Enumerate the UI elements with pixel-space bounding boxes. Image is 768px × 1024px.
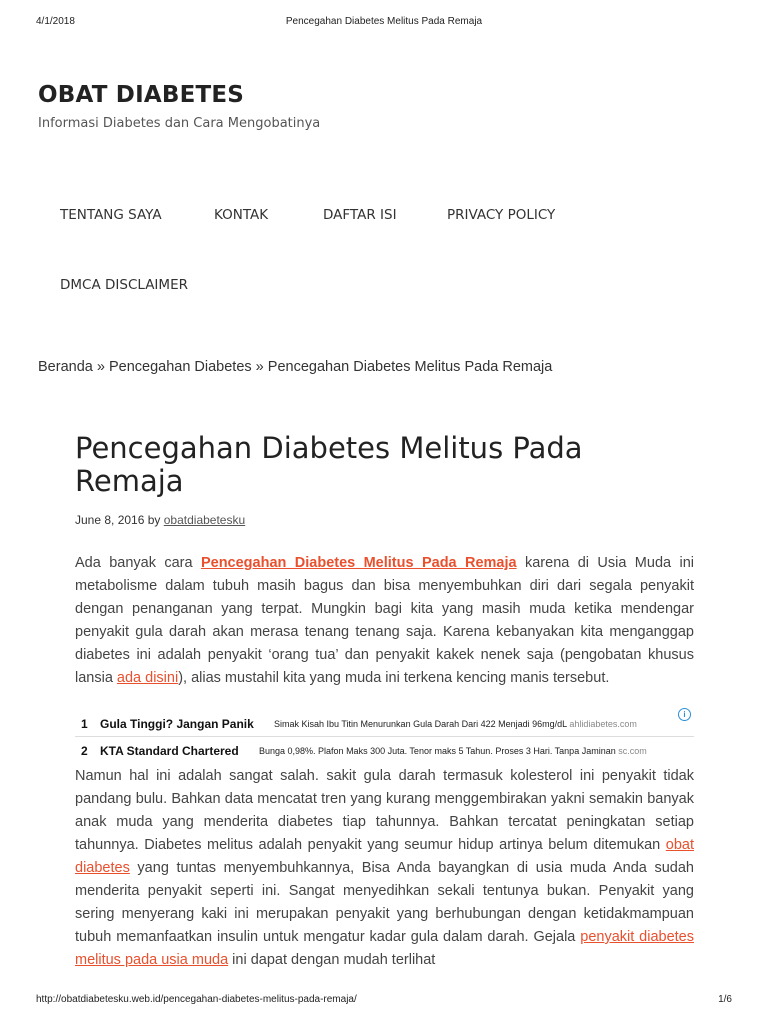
print-document-title: Pencegahan Diabetes Melitus Pada Remaja xyxy=(285,16,483,27)
ad-number: 1 xyxy=(81,717,88,731)
breadcrumb-separator: » xyxy=(92,359,109,375)
ad-domain: ahlidiabetes.com xyxy=(569,719,637,729)
paragraph-intro xyxy=(75,552,694,690)
ad-description xyxy=(274,719,637,729)
ada-disini-link[interactable]: ada disini xyxy=(116,670,179,686)
paragraph-text: yang tuntas menyembuhkannya, Bisa Anda bayangkan di usia muda Anda sudah menderita penyakit seperti ini. Sangat menyedihkan sekali tentunya bukan. Penyakit yang sering menyerang kaki ini merupakan penyakit yang berhubungan dengan ketidakmampuan tubuh memanfaatkan insulin untuk mengatur kadar gula dalam darah. Gejala xyxy=(75,860,694,945)
nav-item-dmca-disclaimer[interactable]: DMCA DISCLAIMER xyxy=(60,277,188,293)
ad-text: Simak Kisah Ibu Titin Menurunkan Gula Darah Dari 422 Menjadi 96mg/dL xyxy=(274,719,570,729)
post-title: Pencegahan Diabetes Melitus Pada Remaja xyxy=(75,431,583,498)
paragraph-text: karena di Usia Muda ini metabolisme dalam tubuh masih bagus dan bisa menyembuhkan diri dari segala penyakit dengan penanganan yang terpat. Mungkin bagi kita yang masih muda ketika mendengar penyakit gula darah akan merasa tenang tenang saja. Karena kebanyakan kita menganggap diabetes ini adalah penyakit ‘orang tua’ dan penyakit kakek nenek saja (pengobatan khusus lansia xyxy=(75,555,694,686)
page-number: 1/6 xyxy=(718,994,732,1005)
obat-diabetes-link[interactable]: obat diabetes xyxy=(75,837,694,876)
nav-item-privacy-policy[interactable]: PRIVACY POLICY xyxy=(447,207,556,223)
ad-item[interactable] xyxy=(75,741,694,763)
nav-item-tentang-saya[interactable]: TENTANG SAYA xyxy=(60,207,162,223)
post-date: June 8, 2016 xyxy=(75,513,145,527)
print-header xyxy=(0,16,768,30)
ad-domain: sc.com xyxy=(618,746,647,756)
ad-text: Bunga 0,98%. Plafon Maks 300 Juta. Tenor maks 5 Tahun. Proses 3 Hari. Tanpa Jaminan xyxy=(259,746,619,756)
site-title[interactable]: OBAT DIABETES xyxy=(38,82,245,108)
paragraph-text: ini dapat dengan mudah terlihat xyxy=(228,952,436,968)
breadcrumb-category[interactable]: Pencegahan Diabetes xyxy=(108,359,252,375)
nav-item-kontak[interactable]: KONTAK xyxy=(214,207,269,223)
ad-item[interactable] xyxy=(75,714,694,737)
paragraph-text: Namun hal ini adalah sangat salah. sakit gula darah termasuk kolesterol ini penyakit tidak pandang bulu. Bahkan data mencatat tren yang kurang menggembirakan yakni semakin banyak anak muda yang menderita diabetes tiap tahunnya. Bahkan tercatat peningkatan setiap tahunnya. Diabetes melitus adalah penyakit yang seumur hidup artinya belum ditemukan xyxy=(75,768,694,853)
site-tagline: Informasi Diabetes dan Cara Mengobatinya xyxy=(38,116,321,131)
keyword-link[interactable]: Pencegahan Diabetes Melitus Pada Remaja xyxy=(200,555,517,571)
post-author-link[interactable]: obatdiabetesku xyxy=(163,513,246,527)
breadcrumb-home[interactable]: Beranda xyxy=(38,359,93,375)
paragraph-body xyxy=(75,765,694,972)
ad-headline[interactable]: Gula Tinggi? Jangan Panik xyxy=(100,717,254,731)
post-meta-by: by xyxy=(144,513,164,527)
ad-number: 2 xyxy=(81,744,88,758)
post-meta xyxy=(75,513,245,527)
print-date: 4/1/2018 xyxy=(36,16,75,27)
breadcrumb xyxy=(38,359,552,375)
breadcrumb-current: Pencegahan Diabetes Melitus Pada Remaja xyxy=(267,359,553,375)
usia-muda-link[interactable]: penyakit diabetes melitus pada usia muda xyxy=(75,929,694,968)
ad-info-icon[interactable]: i xyxy=(678,708,691,721)
print-url: http://obatdiabetesku.web.id/pencegahan-diabetes-melitus-pada-remaja/ xyxy=(36,994,357,1005)
ad-block xyxy=(75,709,694,761)
ad-description xyxy=(259,746,647,756)
ad-headline[interactable]: KTA Standard Chartered xyxy=(100,744,239,758)
breadcrumb-separator: » xyxy=(251,359,268,375)
paragraph-text: ), alias mustahil kita yang muda ini terkena kencing manis tersebut. xyxy=(178,670,610,686)
print-footer xyxy=(0,994,768,1008)
paragraph-text: Ada banyak cara xyxy=(75,555,201,571)
nav-item-daftar-isi[interactable]: DAFTAR ISI xyxy=(323,207,397,223)
